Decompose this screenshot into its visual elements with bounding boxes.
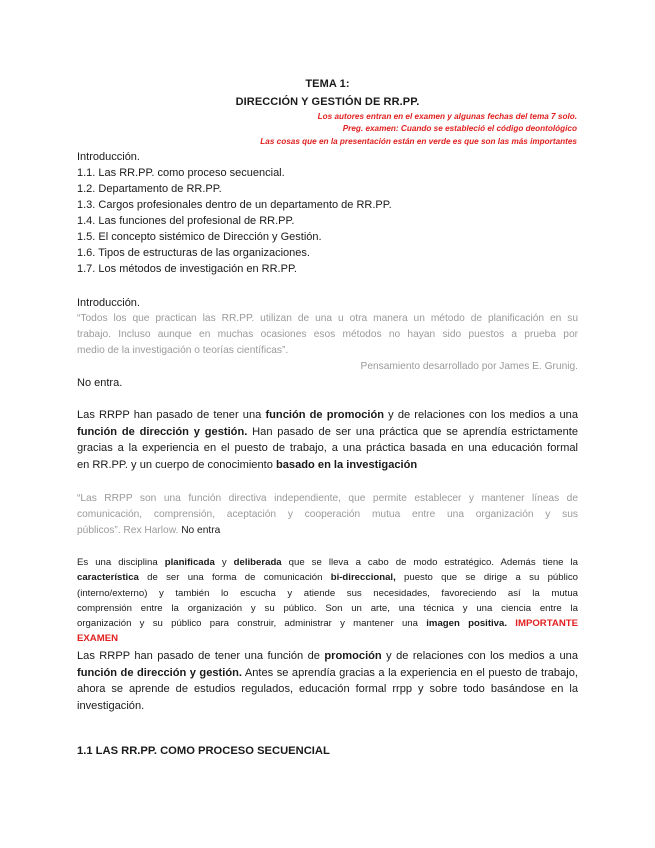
exam-note-2: Preg. examen: Cuando se estableció el código deontológico — [342, 124, 577, 133]
paragraph-rrpp-evolution: Las RRPP han pasado de tener una función de promoción y de relaciones con los medios a una función de dirección y gestión. Han pasado de ser una práctica que se aprendía estrictamente gracias a la experiencia en el puesto de trabajo, a una práctica basada en una educación formal en RR.PP. y un cuerpo de conocimiento basado en la investigación — [77, 409, 578, 471]
doc-title-line2: DIRECCIÓN Y GESTIÓN DE RR.PP. — [235, 96, 420, 108]
toc-item: Introducción. — [77, 151, 140, 163]
harlow-quote: “Las RRPP son una función directiva independiente, que permite establecer y mantener líneas de comunicación, comprensión, aceptación y cooperación mutua entre una organización y sus públicos”. Rex Harlow. No entra — [77, 493, 578, 536]
toc-item: 1.3. Cargos profesionales dentro de un departamento de RR.PP. — [77, 199, 392, 211]
toc-item: 1.2. Departamento de RR.PP. — [77, 183, 222, 195]
paragraph-rrpp-summary: Las RRPP han pasado de tener una función de promoción y de relaciones con los medios a una función de dirección y gestión. Antes se aprendía gracias a la experiencia en el puesto de trabajo, ahora se aprende de estudios regulados, educación formal rrpp y sobre todo basándose en la investigación. — [77, 650, 578, 712]
paragraph-discipline: Es una disciplina planificada y deliberada que se lleva a cabo de modo estratégico. Además tiene la característica de ser una forma de comunicación bi-direccional, puesto que se dirige a su público (interno/externo) y también lo escucha y atiende sus necesidades, favoreciendo así la mutua comprensión entre la organización y su público. Son un arte, una técnica y una ciencia entre la organización y su público para construir, administrar y mantener una imagen positiva. IMPORTANTE EXAMEN — [77, 555, 578, 647]
important-exam-label-cont: EXAMEN — [77, 633, 119, 645]
toc-item: 1.1. Las RR.PP. como proceso secuencial. — [77, 167, 285, 179]
toc-item: 1.6. Tipos de estructuras de las organizaciones. — [77, 247, 310, 259]
important-exam-label: IMPORTANTE — [507, 618, 578, 630]
quote-line: “Todos los que practican las RR.PP. utilizan de una u otra manera un método de planificación en su — [77, 313, 578, 324]
no-entra-inline: No entra — [178, 525, 221, 536]
quote-line: trabajo. Incluso aunque en muchas ocasiones esos métodos no hayan sido puestos a prueba por — [77, 329, 578, 340]
toc-item: 1.4. Las funciones del profesional de RR.PP. — [77, 215, 295, 227]
quote-line: medio de la investigación o teorías científicas”. — [77, 345, 289, 356]
toc-item: 1.7. Los métodos de investigación en RR.PP. — [77, 263, 297, 275]
no-entra-note: No entra. — [77, 377, 123, 389]
exam-note-1: Los autores entran en el examen y algunas fechas del tema 7 solo. — [317, 112, 577, 121]
section-heading: 1.1 LAS RR.PP. COMO PROCESO SECUENCIAL — [77, 745, 330, 757]
toc-item: 1.5. El concepto sistémico de Dirección y Gestión. — [77, 231, 322, 243]
quote-author: Pensamiento desarrollado por James E. Grunig. — [360, 361, 578, 372]
grunig-quote — [77, 311, 578, 359]
doc-title-line1: TEMA 1: — [305, 78, 350, 90]
exam-note-3: Las cosas que en la presentación están en verde es que son las más importantes — [260, 137, 577, 146]
intro-heading: Introducción. — [77, 297, 140, 309]
